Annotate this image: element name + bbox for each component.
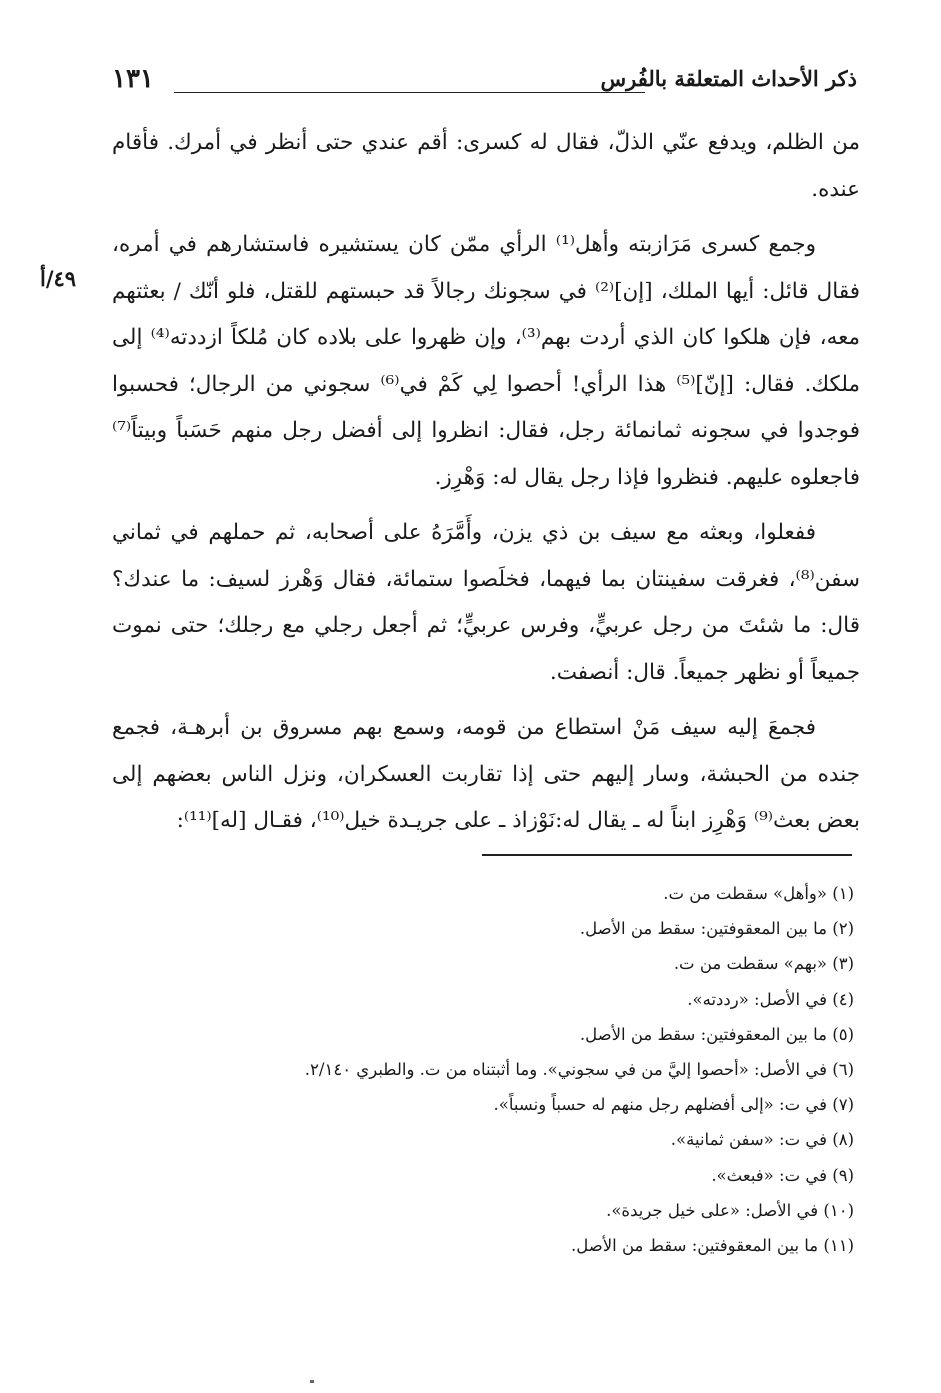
footnote: (١١) ما بين المعقوفتين: سقط من الأصل. bbox=[571, 1236, 854, 1256]
footnote: (٥) ما بين المعقوفتين: سقط من الأصل. bbox=[579, 1024, 854, 1044]
page-number: ١٣١ bbox=[112, 64, 154, 94]
footnote: (٤) في الأصل: «رددته». bbox=[687, 989, 854, 1009]
footnote: (٣) «بهم» سقطت من ت. bbox=[673, 954, 854, 974]
paragraph: ففعلوا، وبعثه مع سيف بن ذي يزن، وأَمَّرَهُ على أصحابه، ثم حملهم في ثماني سفن⁽⁸⁾، فغرقت سفينتان بما فيهما، فخلَصوا ستمائة، فقال وَهْرز لسيف: ما عندك؟ قال: ما شئتَ من رجل عربيٍّ، وفرس عربيٍّ؛ ثم أجعل رجلي مع رجلك؛ حتى نموت جميعاً أو نظهر جميعاً. قال: أنصفت. bbox=[112, 520, 860, 685]
footnote: (٧) في ت: «إلى أفضلهم رجل منهم له حسباً ونسباً». bbox=[493, 1095, 854, 1115]
footnote: (١٠) في الأصل: «على خيل جريدة». bbox=[606, 1200, 854, 1220]
header-rule bbox=[174, 92, 645, 93]
footnote: (٩) في ت: «فبعث». bbox=[711, 1165, 854, 1185]
running-title: ذكر الأحداث المتعلقة بالفُرس bbox=[600, 66, 857, 91]
footnotes bbox=[200, 876, 854, 1263]
page-header bbox=[112, 66, 857, 106]
paragraph: فجمعَ إليه سيف مَنْ استطاع من قومه، وسمع بهم مسروق بن أبرهـة، فجمع جنده من الحبشة، وسار إليهم حتى إذا تقاربت العسكران، ونزل الناس بعضهم إلى بعض بعث⁽⁹⁾ وَهْرِز ابناً له ـ يقال له:نَوْزاذ ـ على جريـدة خيل⁽¹⁰⁾، فقـال [له]⁽¹¹⁾: bbox=[112, 715, 860, 833]
footnote: (٢) ما بين المعقوفتين: سقط من الأصل. bbox=[579, 919, 854, 939]
paragraph: من الظلم، ويدفع عنّي الذلّ، فقال له كسرى: أقم عندي حتى أنظر في أمرك. فأقام عنده. bbox=[112, 130, 860, 202]
scan-speck bbox=[310, 1380, 314, 1383]
footnote-separator bbox=[482, 854, 852, 856]
main-text bbox=[112, 120, 860, 854]
paragraph: وجمع كسرى مَرَازبته وأهل⁽¹⁾ الرأي ممّن كان يستشيره فاستشارهم في أمره، فقال قائل: أيها الملك، [إن]⁽²⁾ في سجونك رجالاً قد حبستهم للقتل، فلو أنّك / بعثتهم معه، فإن هلكوا كان الذي أردت بهم⁽³⁾، وإن ظهروا على بلاده كان مُلكاً ازددته⁽⁴⁾ إلى ملكك. فقال: [إنّ]⁽⁵⁾ هذا الرأي! أحصوا لِي كَمْ في⁽⁶⁾ سجوني من الرجال؛ فحسبوا فوجدوا في سجونه ثمانمائة رجل، فقال: انظروا إلى أفضل رجل منهم حَسَباً وبيتاً⁽⁷⁾ فاجعلوه عليهم. فنظروا فإذا رجل يقال له: وَهْرِز. bbox=[112, 232, 860, 490]
manuscript-folio-marker: ٤٩/أ bbox=[40, 266, 77, 291]
footnote: (٨) في ت: «سفن ثمانية». bbox=[670, 1130, 854, 1150]
footnote: (١) «وأهل» سقطت من ت. bbox=[663, 884, 854, 903]
footnote: (٦) في الأصل: «أحصوا إليَّ من في سجوني». وما أثبتناه من ت. والطبري ٢/١٤٠. bbox=[304, 1060, 854, 1080]
